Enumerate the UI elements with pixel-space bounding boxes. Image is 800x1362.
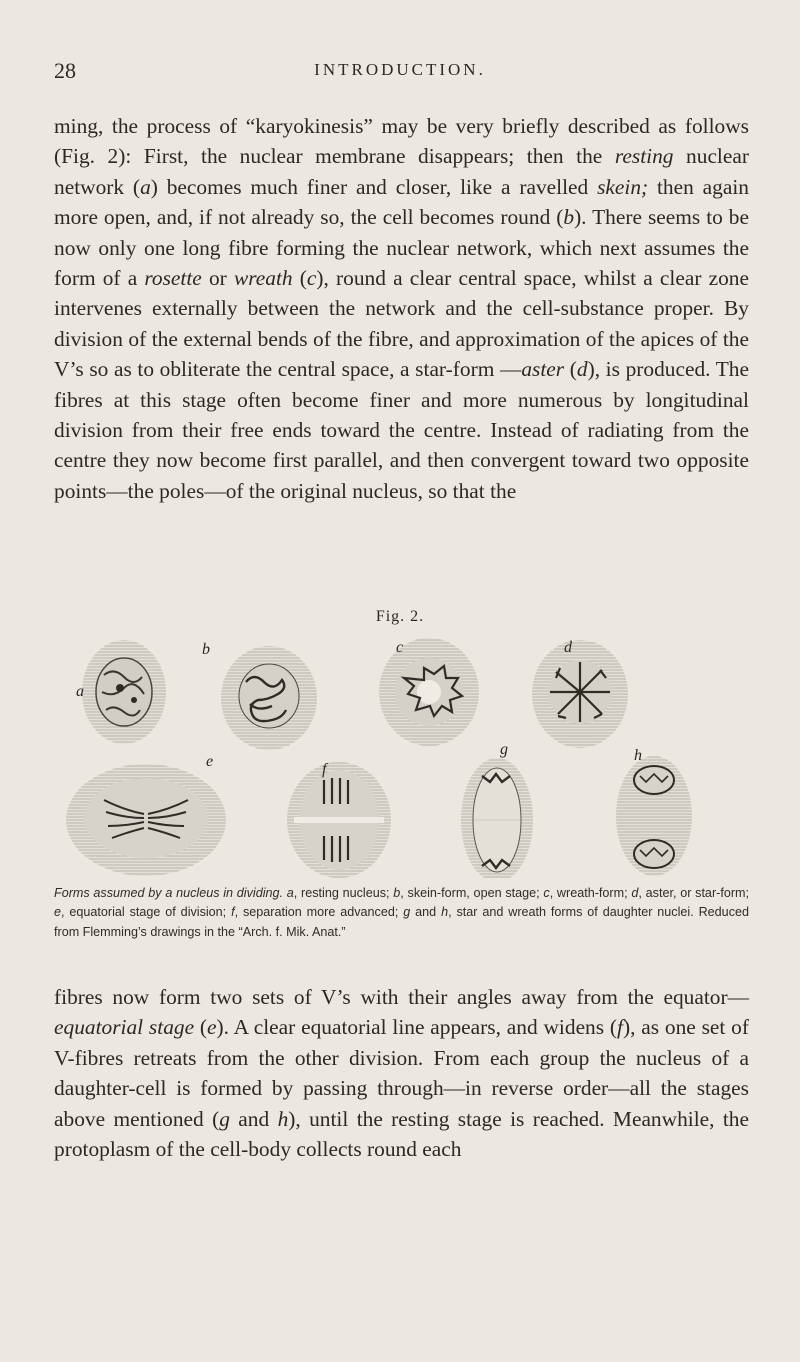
cell-d-aster xyxy=(532,640,628,748)
cell-c-wreath xyxy=(379,638,479,746)
label-h: h xyxy=(634,747,642,764)
page-number: 28 xyxy=(54,58,76,83)
cell-a-resting xyxy=(82,640,166,744)
label-a: a xyxy=(76,683,84,700)
label-e: e xyxy=(206,753,214,770)
label-d: d xyxy=(564,639,572,656)
figure-illustration xyxy=(54,630,749,878)
figure-caption: Forms assumed by a nucleus in dividing. a, resting nucleus; b, skein-form, open stage; c, wreath-form; d, aster, or star-form; e, equatorial stage of division; f, separation more advanced; g and h, star and wreath forms of daughter nuclei. Reduced from Flemming’s drawings in the “Arch. f. Mik. Anat.” xyxy=(54,886,750,939)
running-head: INTRODUCTION. xyxy=(314,60,486,79)
paragraph-equatorial-stage: fibres now form two sets of V’s with their angles away from the equator—equatorial stage (e). A clear equatorial line appears, and widens (f), as one set of V-fibres retreats from the other division. From each group the nucleus of a daughter-cell is formed by passing through—in reverse order—all the stages above mentioned (g and h), until the resting stage is reached. Meanwhile, the protoplasm of the cell-body collects round each xyxy=(54,985,749,1162)
nucleus-division-figure xyxy=(54,630,749,878)
cell-g-daughter-star xyxy=(461,758,533,878)
label-b: b xyxy=(202,641,210,658)
cell-h-daughter-wreath xyxy=(616,756,692,876)
page-header xyxy=(0,58,800,88)
cell-f-separation xyxy=(287,762,391,878)
label-c: c xyxy=(396,639,404,656)
paragraph-karyokinesis: ming, the process of “karyokinesis” may be very briefly described as follows (Fig. 2): First, the nuclear membrane disappears; then the resting nuclear network (a) becomes much finer and closer, like a ravelled skein; then again more open, and, if not already so, the cell becomes round (b). There seems to be now only one long fibre forming the nuclear network, which next assumes the form of a rosette or wreath (c), round a clear central space, whilst a clear zone intervenes externally between the network and the cell-substance proper. By division of the external bends of the fibre, and approximation of the apices of the V’s so as to obliterate the central space, a star-form —aster (d), is produced. The fibres at this stage often become finer and more numerous by longitudinal division from their free ends toward the centre. Instead of radiating from the centre they now become first parallel, and then convergent toward two opposite points—the poles—of the original nucleus, so that the xyxy=(54,114,750,503)
cell-b-skein xyxy=(221,646,317,750)
cell-e-equatorial xyxy=(66,764,226,876)
figure-title: Fig. 2. xyxy=(375,608,425,625)
label-f: f xyxy=(322,761,327,778)
label-g: g xyxy=(500,741,508,758)
